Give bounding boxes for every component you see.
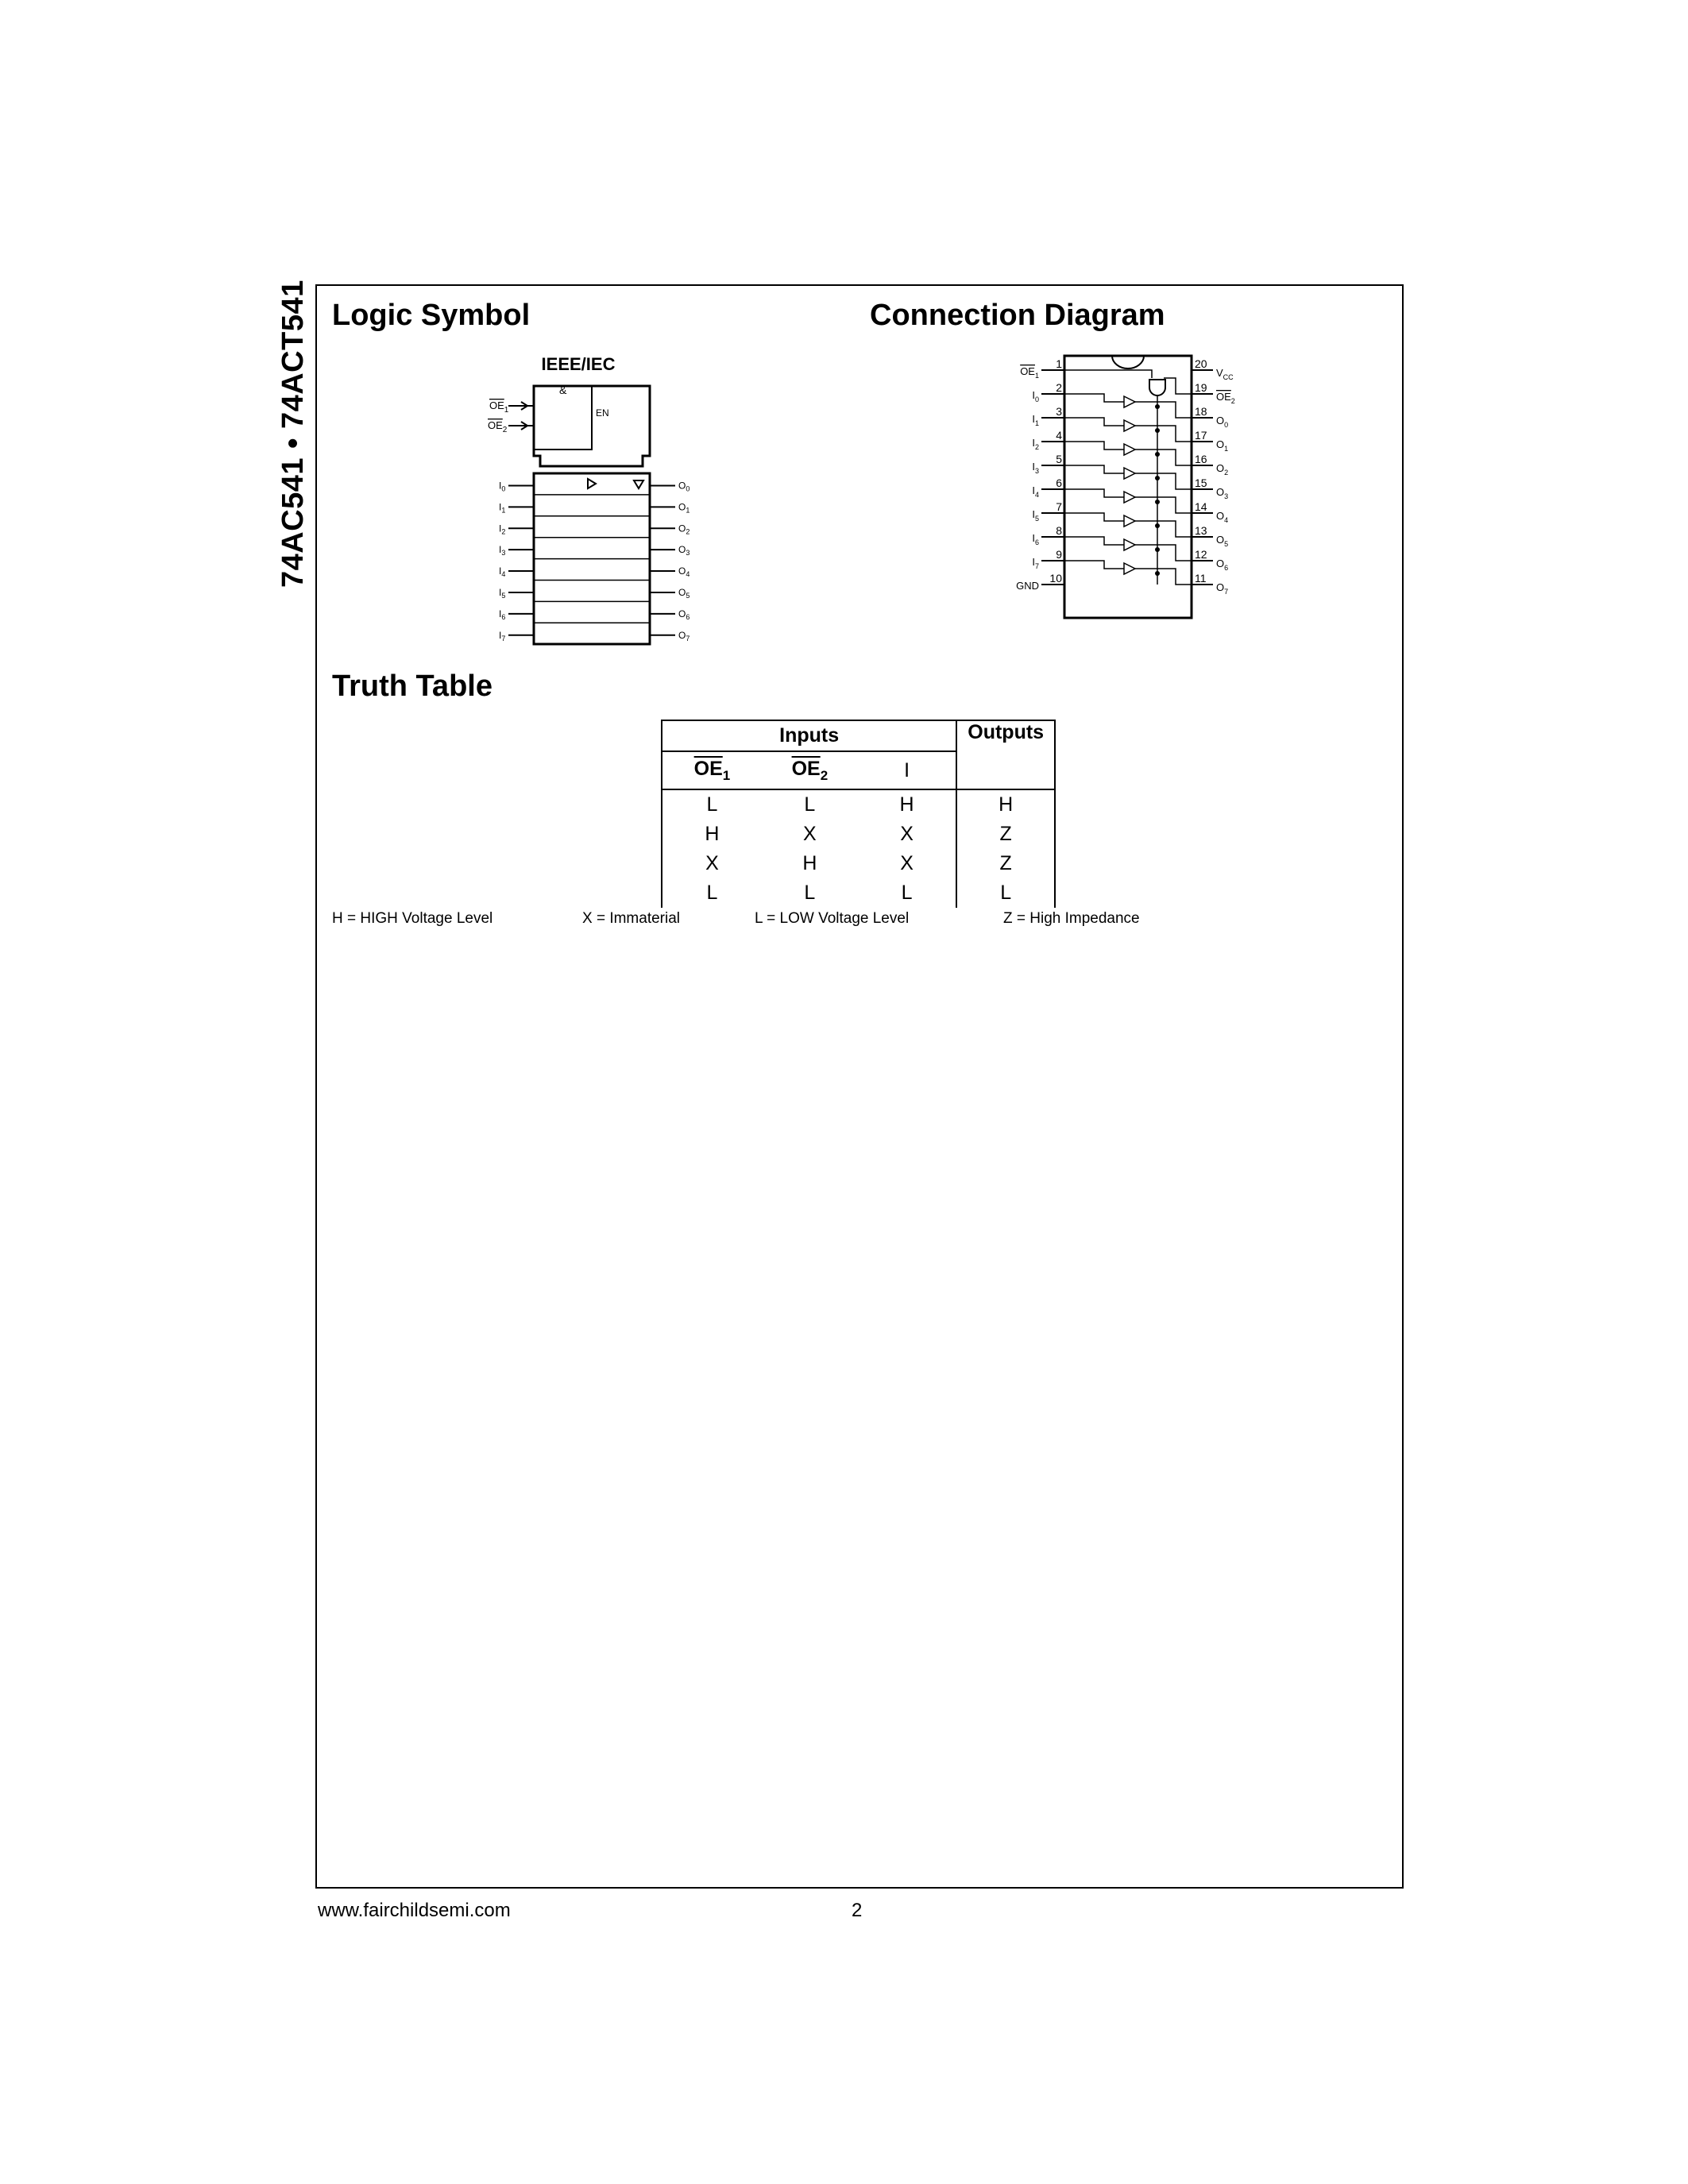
input-label: $I_6$ <box>499 608 506 621</box>
table-row: X H X Z <box>662 849 1055 878</box>
left-pin-label: $I_3$ <box>1032 461 1039 475</box>
en-label: EN <box>596 407 609 419</box>
right-pin-number: 20 <box>1195 357 1207 370</box>
right-pin-number: 17 <box>1195 429 1207 442</box>
left-pin-number: 5 <box>1056 453 1062 465</box>
output-label: $O_6$ <box>678 608 690 621</box>
buffer-icon <box>1124 444 1135 455</box>
left-pin-label: $I_1$ <box>1032 413 1039 427</box>
chip-body <box>1064 356 1192 618</box>
right-pin-number: 13 <box>1195 524 1207 537</box>
input-label: $I_2$ <box>499 523 506 536</box>
left-pin-label: $OE_1$ <box>1020 365 1039 380</box>
buffer-icon <box>1124 515 1135 527</box>
right-pin-number: 12 <box>1195 548 1207 561</box>
nor-gate-icon <box>1149 380 1165 396</box>
right-pin-label: $V_{CC}$ <box>1216 367 1234 381</box>
right-pin-label: $O_6$ <box>1216 558 1229 572</box>
col-oe1: $\overline{OE}_1$ <box>662 751 762 789</box>
buffer-triangle <box>588 479 596 488</box>
page-number: 2 <box>852 1900 863 1921</box>
buffer-icon <box>1124 420 1135 431</box>
right-pin-number: 19 <box>1195 381 1207 394</box>
oe1-internal-wire <box>1064 370 1152 378</box>
right-pin-label: $O_3$ <box>1216 486 1229 500</box>
buffer-icon <box>1124 468 1135 479</box>
input-wire <box>1064 513 1124 521</box>
oe1-label: OE <box>489 399 504 411</box>
left-pin-label: $I_2$ <box>1032 437 1039 451</box>
output-wire <box>1135 473 1192 489</box>
input-wire <box>1064 442 1124 450</box>
buffer-icon <box>1124 492 1135 503</box>
left-pin-label: $I_4$ <box>1032 484 1039 499</box>
output-label: $O_2$ <box>678 523 690 536</box>
legend-z: Z = High Impedance <box>1003 910 1140 927</box>
legend-x: X = Immaterial <box>582 910 681 927</box>
left-pin-label: GND <box>1016 580 1039 592</box>
and-symbol: & <box>559 384 567 396</box>
output-label: $O_4$ <box>678 565 690 579</box>
output-label: $O_0$ <box>678 480 690 493</box>
input-label: $I_1$ <box>499 501 506 515</box>
junction-dot <box>1155 547 1160 552</box>
output-label: $O_5$ <box>678 586 690 600</box>
junction-dot <box>1155 571 1160 576</box>
oe2-label: OE <box>488 419 503 431</box>
input-label: $I_7$ <box>499 629 506 642</box>
side-title-text: 74AC541 • 74ACT541 <box>276 280 310 588</box>
output-label: $O_1$ <box>678 501 690 515</box>
input-wire <box>1064 489 1124 497</box>
input-wire <box>1064 537 1124 545</box>
chip-notch <box>1112 356 1144 369</box>
input-label: $I_4$ <box>499 565 506 579</box>
left-pin-label: $I_6$ <box>1032 532 1039 546</box>
output-label: $O_7$ <box>678 629 690 642</box>
output-wire <box>1135 521 1192 537</box>
tristate-triangle <box>634 480 643 488</box>
right-pin-number: 18 <box>1195 405 1207 418</box>
input-label: $I_5$ <box>499 586 506 600</box>
right-pin-label: $O_5$ <box>1216 534 1229 548</box>
col-oe2: $\overline{OE}_2$ <box>762 751 858 789</box>
junction-dot <box>1155 428 1160 433</box>
right-pin-label: $O_7$ <box>1216 581 1229 596</box>
standard-label: IEEE/IEC <box>541 354 616 374</box>
svg-text:OE2: $OE_2$ <box>488 419 508 434</box>
right-pin-number: 15 <box>1195 477 1207 489</box>
left-pin-number: 7 <box>1056 500 1062 513</box>
logic-symbol-heading: Logic Symbol <box>332 299 531 332</box>
left-pin-number: 1 <box>1056 357 1062 370</box>
output-wire <box>1135 569 1192 585</box>
truth-table-heading: Truth Table <box>332 669 492 703</box>
right-pin-label: $O_1$ <box>1216 438 1229 453</box>
right-pin-label: $O_4$ <box>1216 510 1229 524</box>
input-label: $I_0$ <box>499 480 506 493</box>
buffer-icon <box>1124 563 1135 574</box>
right-pin-label: $O_2$ <box>1216 462 1229 477</box>
junction-dot <box>1155 523 1160 528</box>
left-pin-number: 10 <box>1049 572 1062 585</box>
input-label: $I_3$ <box>499 544 506 558</box>
connection-diagram <box>1013 349 1251 619</box>
right-pin-number: 11 <box>1195 572 1207 585</box>
connection-diagram-heading: Connection Diagram <box>870 299 1165 332</box>
right-pin-label: $O_0$ <box>1216 415 1229 429</box>
oe2-internal-wire <box>1164 378 1192 394</box>
right-pin-number: 16 <box>1195 453 1207 465</box>
buffer-icon <box>1124 539 1135 550</box>
table-row: H X X Z <box>662 820 1055 849</box>
output-wire <box>1135 497 1192 513</box>
output-wire <box>1135 402 1192 418</box>
junction-dot <box>1155 452 1160 457</box>
input-wire <box>1064 465 1124 473</box>
right-pin-number: 14 <box>1195 500 1207 513</box>
left-pin-label: $I_7$ <box>1032 556 1039 570</box>
truth-table <box>661 720 1056 908</box>
side-title <box>276 280 310 619</box>
legend-h: H = HIGH Voltage Level <box>332 910 493 927</box>
output-wire <box>1135 426 1192 442</box>
junction-dot <box>1155 500 1160 504</box>
footer-url[interactable]: www.fairchildsemi.com <box>318 1900 511 1921</box>
left-pin-label: $I_0$ <box>1032 389 1039 403</box>
outputs-header: Outputs <box>956 720 1055 789</box>
col-i: I <box>858 751 957 789</box>
table-row: L L H H <box>662 789 1055 820</box>
left-pin-number: 9 <box>1056 548 1062 561</box>
output-label: $O_3$ <box>678 544 690 558</box>
input-wire <box>1064 418 1124 426</box>
left-pin-number: 4 <box>1056 429 1062 442</box>
table-row: L L L L <box>662 878 1055 908</box>
right-pin-label: $OE_2$ <box>1216 391 1235 405</box>
left-pin-label: $I_5$ <box>1032 508 1039 523</box>
buffer-icon <box>1124 396 1135 407</box>
left-pin-number: 2 <box>1056 381 1062 394</box>
output-wire <box>1135 545 1192 561</box>
logic-symbol-diagram <box>477 349 699 651</box>
junction-dot <box>1155 404 1160 409</box>
svg-text:OE1: $OE_1$ <box>489 399 509 415</box>
junction-dot <box>1155 476 1160 480</box>
input-wire <box>1064 561 1124 569</box>
input-wire <box>1064 394 1124 402</box>
output-wire <box>1135 450 1192 465</box>
legend-l: L = LOW Voltage Level <box>755 910 910 927</box>
left-pin-number: 6 <box>1056 477 1062 489</box>
left-pin-number: 3 <box>1056 405 1062 418</box>
inputs-header: Inputs <box>662 720 956 751</box>
left-pin-number: 8 <box>1056 524 1062 537</box>
